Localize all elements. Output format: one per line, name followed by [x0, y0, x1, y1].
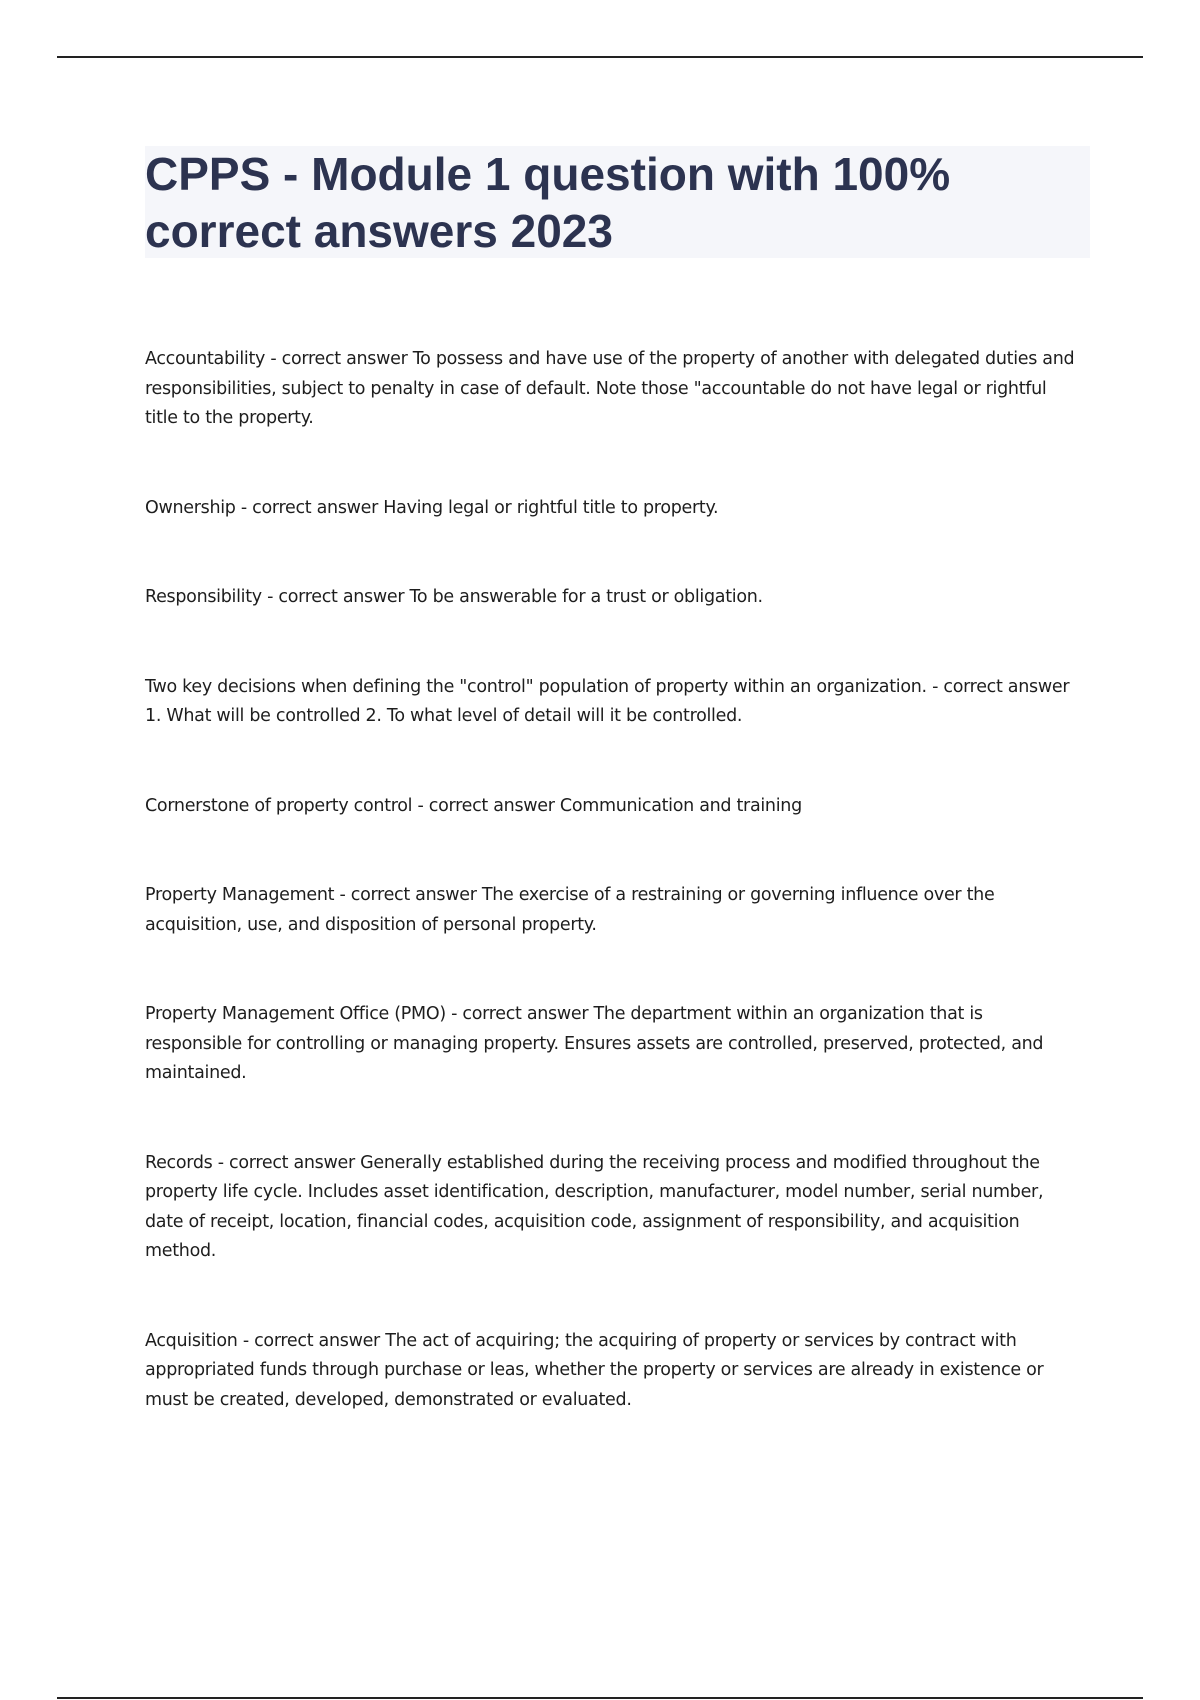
document-title: CPPS - Module 1 question with 100% correct answers 2023	[145, 148, 951, 257]
entry-answer: The act of acquiring; the acquiring of property or services by contract with appropriated funds through purchase or leas, whether the property or services are already in existence or must be created, developed, demonstrated or evaluated.	[145, 1330, 1044, 1410]
entry-answer: To be answerable for a trust or obligation.	[409, 587, 763, 607]
entry-separator: - correct answer	[265, 349, 413, 369]
entry-term: Cornerstone of property control	[145, 795, 413, 816]
entry-separator: - correct answer	[237, 1330, 386, 1351]
entry-term: Two key decisions when defining the "control" population of property within an organization.	[145, 676, 927, 697]
qa-entry-acquisition	[145, 1327, 1080, 1416]
entry-answer: To possess and have use of the property of another with delegated duties and responsibilities, subject to penalty in case of default. Note those "accountable do not have legal or rightful title to the property.	[145, 349, 1075, 428]
entry-term: Records	[145, 1152, 213, 1173]
entry-answer: Having legal or rightful title to property.	[383, 497, 719, 518]
entry-answer: The department within an organization that is responsible for controlling or managing property. Ensures assets are controlled, preserved, protected, and maintained.	[145, 1004, 1044, 1083]
entry-separator: - correct answer	[212, 1152, 361, 1173]
entry-answer: 1. What will be controlled 2. To what level of detail will it be controlled.	[145, 706, 743, 726]
entry-term: Ownership	[145, 497, 236, 518]
entry-answer: The exercise of a restraining or governing influence over the acquisition, use, and disposition of personal property.	[145, 885, 995, 935]
entry-answer: Generally established during the receiving process and modified throughout the property life cycle. Includes asset identification, description, manufacturer, model number, serial number, date of receipt, location, financial codes, acquisition code, assignment of responsibility, and acquisition method.	[145, 1152, 1044, 1261]
qa-list	[145, 345, 1080, 1415]
bottom-rule	[57, 1697, 1143, 1699]
qa-entry-control-population	[145, 673, 1080, 732]
entry-term: Accountability	[145, 349, 266, 369]
qa-entry-property-management	[145, 881, 1080, 940]
entry-term: Property Management Office (PMO)	[145, 1004, 446, 1024]
entry-term: Property Management	[145, 885, 335, 905]
entry-separator: - correct answer	[235, 497, 384, 518]
qa-entry-ownership	[145, 494, 1080, 524]
entry-separator: - correct answer	[412, 795, 560, 816]
entry-separator: - correct answer	[334, 885, 482, 905]
entry-separator: - correct answer	[445, 1004, 594, 1024]
qa-entry-records	[145, 1149, 1080, 1267]
entry-separator: - correct answer	[261, 587, 410, 607]
title-block	[145, 146, 1090, 258]
top-rule	[57, 56, 1143, 58]
qa-entry-accountability	[145, 345, 1080, 434]
qa-entry-pmo	[145, 1000, 1080, 1089]
qa-entry-responsibility	[145, 583, 1080, 613]
entry-separator: - correct answer	[926, 676, 1070, 697]
entry-term: Acquisition	[145, 1330, 238, 1351]
entry-term: Responsibility	[145, 587, 262, 607]
entry-answer: Communication and training	[559, 795, 802, 816]
qa-entry-cornerstone	[145, 792, 1080, 822]
